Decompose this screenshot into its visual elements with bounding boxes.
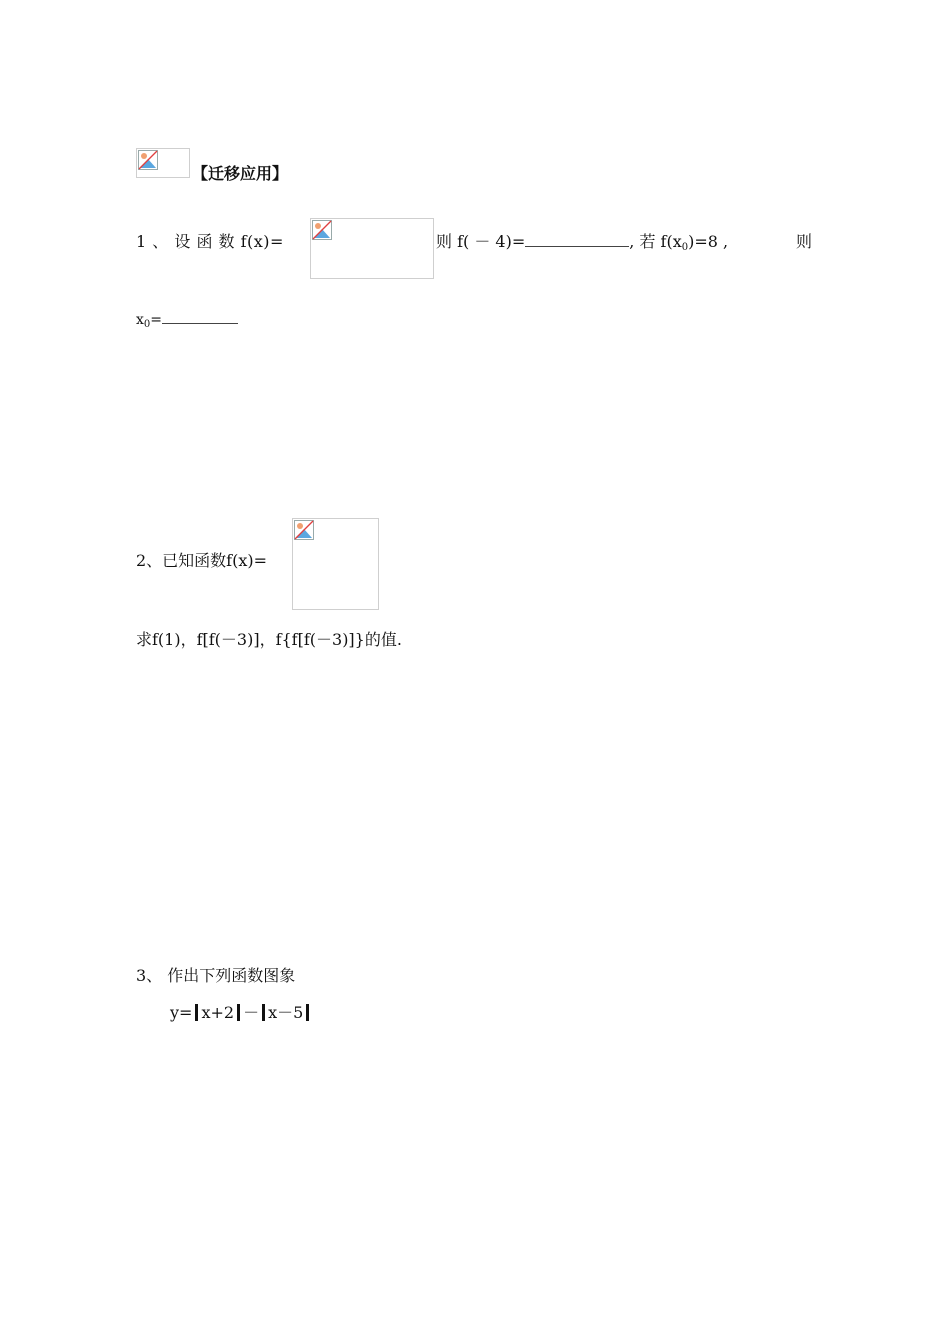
q1-x0-sub: 0 [143, 319, 151, 330]
q2-question: 求f(1)，f[f(－3)]，f{f[f(－3)]}的值. [136, 630, 402, 649]
q2-formula-image [292, 518, 379, 610]
answer-blank-1[interactable] [525, 232, 629, 247]
broken-image-icon [312, 220, 332, 240]
q1-line2 [136, 309, 238, 335]
q1-prefix: 1 、 设 函 数 f(x)= [136, 232, 284, 251]
broken-image-icon [138, 150, 158, 170]
q1-x0-b: = [150, 312, 163, 328]
q3-eq-term1: x+2 [201, 1003, 235, 1022]
abs-bar [306, 1004, 309, 1021]
section-image-placeholder [136, 148, 190, 178]
q1-formula-image [310, 218, 434, 279]
q1-condition-a: , 若 f(x [629, 232, 682, 251]
q3-title: 3、 作出下列函数图象 [136, 966, 296, 985]
q1-then [436, 232, 728, 258]
answer-blank-2[interactable] [162, 309, 238, 324]
q3-eq-minus: － [243, 1003, 260, 1022]
broken-image-icon [294, 520, 314, 540]
section-title: 【迁移应用】 [192, 164, 289, 183]
q1-then2: 则 [796, 232, 813, 251]
q1-condition-sub: 0 [681, 242, 689, 253]
q1-x0-a: x [136, 312, 144, 328]
q1-condition-b: )=8 , [688, 232, 729, 251]
q3-equation [170, 1003, 312, 1023]
q3-eq-y: y= [170, 1003, 193, 1022]
q2-prefix: 2、已知函数f(x)= [136, 551, 268, 570]
q1-then-text: 则 f( － 4)= [436, 232, 526, 251]
abs-bar [195, 1004, 198, 1021]
abs-bar [237, 1004, 240, 1021]
abs-bar [262, 1004, 265, 1021]
q3-eq-term2: x－5 [268, 1003, 304, 1022]
